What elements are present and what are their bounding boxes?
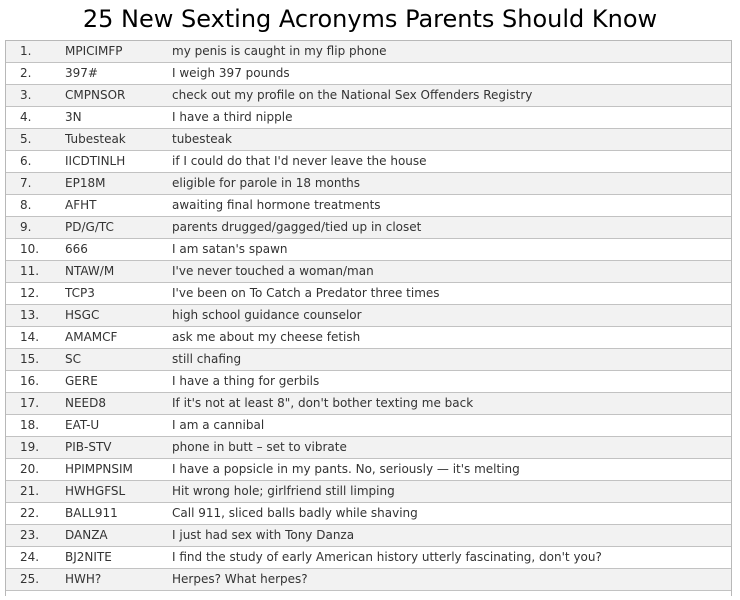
row-acronym: AMAMCF xyxy=(65,330,118,344)
row-number: 5. xyxy=(20,132,32,146)
row-number: 2. xyxy=(20,66,32,80)
table-row xyxy=(6,525,731,547)
row-meaning: my penis is caught in my flip phone xyxy=(172,44,387,58)
row-meaning: I've been on To Catch a Predator three times xyxy=(172,286,440,300)
table-row xyxy=(6,327,731,349)
row-number: 19. xyxy=(20,440,40,454)
table-row xyxy=(6,547,731,569)
row-acronym: Tubesteak xyxy=(65,132,126,146)
row-number: 21. xyxy=(20,484,40,498)
row-acronym: 397# xyxy=(65,66,98,80)
row-meaning: I find the study of early American history utterly fascinating, don't you? xyxy=(172,550,602,564)
row-number: 18. xyxy=(20,418,40,432)
row-acronym: 666 xyxy=(65,242,88,256)
table-row xyxy=(6,41,731,63)
table-row xyxy=(6,85,731,107)
row-meaning: ask me about my cheese fetish xyxy=(172,330,361,344)
row-acronym: DANZA xyxy=(65,528,108,542)
row-acronym: HSGC xyxy=(65,308,100,322)
row-meaning: tubesteak xyxy=(172,132,232,146)
table-row xyxy=(6,459,731,481)
row-meaning: I am satan's spawn xyxy=(172,242,288,256)
row-meaning: parents drugged/gagged/tied up in closet xyxy=(172,220,422,234)
table-row xyxy=(6,195,731,217)
table-row xyxy=(6,371,731,393)
row-acronym: GERE xyxy=(65,374,98,388)
row-acronym: 3N xyxy=(65,110,82,124)
row-meaning: high school guidance counselor xyxy=(172,308,362,322)
table-row xyxy=(6,173,731,195)
table-row xyxy=(6,481,731,503)
row-number: 24. xyxy=(20,550,40,564)
row-number: 9. xyxy=(20,220,32,234)
row-acronym: EAT-U xyxy=(65,418,100,432)
row-acronym: HWH? xyxy=(65,572,102,586)
row-number: 4. xyxy=(20,110,32,124)
row-acronym: HPIMPNSIM xyxy=(65,462,133,476)
table-row xyxy=(6,217,731,239)
table-row xyxy=(6,261,731,283)
row-number: 20. xyxy=(20,462,40,476)
row-number: 1. xyxy=(20,44,32,58)
row-acronym: MPICIMFP xyxy=(65,44,123,58)
row-acronym: EP18M xyxy=(65,176,106,190)
row-acronym: NEED8 xyxy=(65,396,107,410)
page-title: 25 New Sexting Acronyms Parents Should Know xyxy=(82,5,658,33)
row-meaning: I weigh 397 pounds xyxy=(172,66,290,80)
row-meaning: eligible for parole in 18 months xyxy=(172,176,361,190)
row-meaning: I have a popsicle in my pants. No, seriously — it's melting xyxy=(172,462,520,476)
row-meaning: If it's not at least 8", don't bother texting me back xyxy=(172,396,474,410)
acronym-table xyxy=(5,40,732,596)
row-acronym: AFHT xyxy=(65,198,97,212)
table-row xyxy=(6,63,731,85)
row-number: 22. xyxy=(20,506,40,520)
table-row xyxy=(6,437,731,459)
table-row xyxy=(6,129,731,151)
row-number: 13. xyxy=(20,308,40,322)
row-meaning: I am a cannibal xyxy=(172,418,265,432)
row-acronym: BJ2NITE xyxy=(65,550,112,564)
row-number: 6. xyxy=(20,154,32,168)
row-meaning: I just had sex with Tony Danza xyxy=(172,528,355,542)
row-number: 16. xyxy=(20,374,40,388)
row-meaning: awaiting final hormone treatments xyxy=(172,198,381,212)
row-acronym: TCP3 xyxy=(65,286,95,300)
row-number: 15. xyxy=(20,352,40,366)
row-meaning: still chafing xyxy=(172,352,242,366)
row-number: 7. xyxy=(20,176,32,190)
row-acronym: IICDTINLH xyxy=(65,154,126,168)
row-meaning: if I could do that I'd never leave the house xyxy=(172,154,427,168)
table-row xyxy=(6,393,731,415)
row-acronym: PD/G/TC xyxy=(65,220,114,234)
row-meaning: I have a thing for gerbils xyxy=(172,374,320,388)
row-meaning: Hit wrong hole; girlfriend still limping xyxy=(172,484,395,498)
row-number: 11. xyxy=(20,264,40,278)
row-meaning: Call 911, sliced balls badly while shaving xyxy=(172,506,418,520)
row-acronym: BALL911 xyxy=(65,506,118,520)
table-row xyxy=(6,151,731,173)
row-number: 23. xyxy=(20,528,40,542)
row-number: 10. xyxy=(20,242,40,256)
table-row xyxy=(6,283,731,305)
row-acronym: PIB-STV xyxy=(65,440,112,454)
row-acronym: SC xyxy=(65,352,81,366)
row-number: 8. xyxy=(20,198,32,212)
table-row xyxy=(6,107,731,129)
row-number: 3. xyxy=(20,88,32,102)
table-row xyxy=(6,503,731,525)
table-row xyxy=(6,569,731,591)
table-row xyxy=(6,415,731,437)
row-meaning: I have a third nipple xyxy=(172,110,293,124)
row-acronym: NTAW/M xyxy=(65,264,115,278)
row-meaning: phone in butt – set to vibrate xyxy=(172,440,347,454)
table-row xyxy=(6,305,731,327)
row-number: 14. xyxy=(20,330,40,344)
table-row xyxy=(6,349,731,371)
row-acronym: HWHGFSL xyxy=(65,484,126,498)
row-acronym: CMPNSOR xyxy=(65,88,126,102)
row-number: 25. xyxy=(20,572,40,586)
row-meaning: Herpes? What herpes? xyxy=(172,572,308,586)
row-number: 17. xyxy=(20,396,40,410)
row-meaning: I've never touched a woman/man xyxy=(172,264,374,278)
row-number: 12. xyxy=(20,286,40,300)
row-meaning: check out my profile on the National Sex Offenders Registry xyxy=(172,88,533,102)
table-row xyxy=(6,239,731,261)
